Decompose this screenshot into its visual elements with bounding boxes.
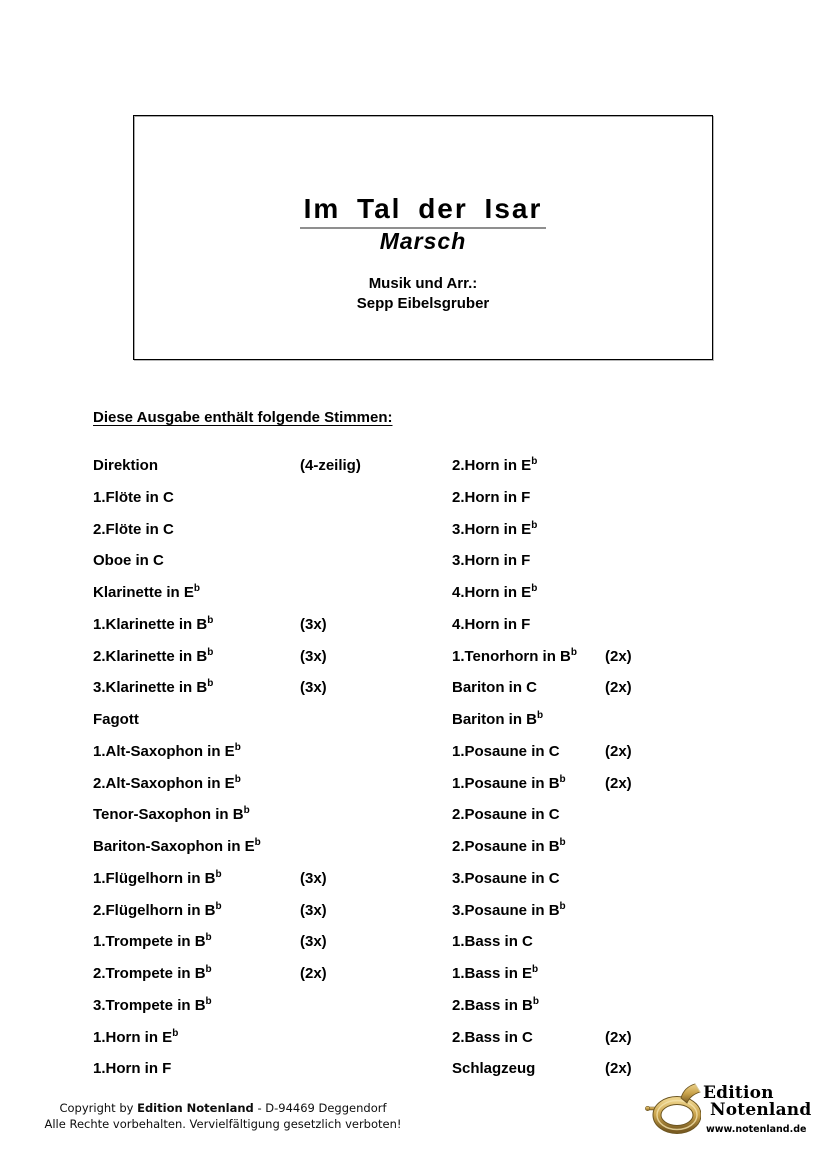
part-label: Direktion [93, 457, 159, 474]
part-row [452, 869, 817, 901]
part-quantity: (2x) [605, 1028, 632, 1046]
part-row [93, 901, 443, 933]
part-row [93, 488, 443, 520]
part-label: Bariton in C [452, 679, 537, 697]
part-label: 2.Flügelhorn in $B^b$ [93, 900, 222, 919]
part-quantity: (3x) [300, 933, 327, 951]
part-quantity: (3x) [300, 679, 327, 697]
part-label: 3.Klarinette in $B^b$ [93, 678, 214, 697]
part-quantity: (2x) [605, 679, 632, 697]
parts-list-heading: Diese Ausgabe enthält folgende Stimmen: [93, 409, 393, 426]
part-row [93, 647, 443, 679]
composer-name: Sepp Eibelsgruber [356, 295, 490, 312]
part-row [452, 678, 817, 710]
part-label: 1.Bass in C [452, 933, 533, 951]
part-row [452, 805, 817, 837]
part-label: 1.Bass in $E^b$ [452, 964, 539, 982]
piece-title: Im Tal der Isar [300, 194, 547, 229]
flat-sign: b [215, 900, 222, 912]
part-row [452, 551, 817, 583]
part-row [93, 1059, 443, 1091]
part-label: Tenor-Saxophon in $B^b$ [93, 805, 250, 824]
part-row [93, 869, 443, 901]
part-row [93, 774, 443, 806]
part-row [452, 996, 817, 1028]
part-row [452, 520, 817, 552]
flat-sign: b [570, 646, 577, 658]
part-row [93, 583, 443, 615]
flat-sign: b [254, 837, 261, 848]
part-label: 2.Bass in C [452, 1028, 533, 1046]
part-label: 2.Alt-Saxophon in $E^b$ [93, 773, 241, 792]
flat-sign: b [205, 995, 212, 1007]
part-row [93, 1028, 443, 1060]
part-row [452, 710, 817, 742]
part-row [93, 964, 443, 996]
part-row [93, 615, 443, 647]
part-label: 1.Flöte in C [93, 488, 174, 506]
part-label: 3.Trompete in $B^b$ [93, 995, 212, 1014]
copyright-footer [8, 1101, 438, 1132]
part-quantity: (4-zeilig) [300, 457, 361, 474]
part-row [93, 678, 443, 710]
parts-column-left [93, 456, 443, 1091]
logo-website: www.notenland.de [706, 1124, 807, 1135]
part-row [93, 837, 443, 869]
part-label: Bariton-Saxophon in $E^b$ [93, 837, 261, 855]
part-label: 4.Horn in F [452, 615, 531, 633]
part-row [93, 520, 443, 552]
flat-sign: b [532, 995, 539, 1007]
part-row [452, 615, 817, 647]
flat-sign: b [532, 964, 539, 975]
publisher-logo [645, 1083, 811, 1142]
flat-sign: b [193, 583, 200, 594]
part-label: 2.Posaune in $B^b$ [452, 837, 566, 855]
part-label: 2.Posaune in C [452, 806, 560, 824]
flat-sign: b [531, 519, 538, 531]
part-label: Klarinette in $E^b$ [93, 583, 200, 601]
part-label: 2.Klarinette in $B^b$ [93, 646, 214, 665]
logo-name-line1: Edition [703, 1083, 774, 1103]
part-row [452, 774, 817, 806]
part-label: Bariton in $B^b$ [452, 710, 544, 728]
credit-label: Musik und Arr.: [368, 275, 478, 292]
part-label: 1.Tenorhorn in $B^b$ [452, 646, 577, 665]
logo-name-line2: Notenland [710, 1100, 812, 1120]
copyright-prefix: Copyright by [59, 1101, 138, 1115]
part-label: Schlagzeug [452, 1060, 536, 1078]
flat-sign: b [215, 868, 222, 880]
part-row [93, 805, 443, 837]
part-row [452, 742, 817, 774]
composer-credit [134, 274, 712, 314]
part-row [452, 583, 817, 615]
part-quantity: (3x) [300, 901, 327, 919]
flat-sign: b [559, 837, 566, 848]
part-row [452, 1028, 817, 1060]
part-row [452, 932, 817, 964]
part-label: 2.Horn in $E^b$ [452, 456, 538, 474]
part-label: 2.Bass in $B^b$ [452, 995, 539, 1014]
flat-sign: b [172, 1027, 179, 1039]
tuba-icon [645, 1083, 701, 1142]
piece-genre: Marsch [379, 228, 467, 254]
part-quantity: (3x) [300, 869, 327, 887]
part-row [93, 710, 443, 742]
part-label: 3.Posaune in C [452, 869, 560, 887]
part-row [93, 742, 443, 774]
part-quantity: (2x) [605, 742, 632, 760]
part-label: 1.Flügelhorn in $B^b$ [93, 868, 222, 887]
flat-sign: b [207, 614, 214, 626]
part-quantity: (3x) [300, 647, 327, 665]
parts-column-right [452, 456, 817, 1091]
part-label: Oboe in C [93, 552, 164, 570]
part-row [452, 837, 817, 869]
part-label: 1.Trompete in $B^b$ [93, 932, 212, 951]
part-label: 1.Posaune in $B^b$ [452, 773, 566, 792]
flat-sign: b [531, 456, 538, 467]
part-label: 1.Horn in $E^b$ [93, 1027, 179, 1046]
part-label: Fagott [93, 711, 139, 728]
copyright-line [8, 1101, 438, 1117]
part-label: 4.Horn in $E^b$ [452, 583, 538, 601]
flat-sign: b [531, 583, 538, 594]
part-row [93, 551, 443, 583]
part-quantity: (2x) [605, 647, 632, 665]
flat-sign: b [234, 741, 241, 753]
flat-sign: b [537, 710, 544, 721]
part-row [93, 996, 443, 1028]
part-row [452, 488, 817, 520]
publisher-logo-text [703, 1083, 811, 1135]
flat-sign: b [207, 678, 214, 690]
flat-sign: b [243, 805, 250, 817]
part-row [452, 901, 817, 933]
part-label: 3.Horn in F [452, 552, 531, 570]
part-quantity: (2x) [605, 774, 632, 792]
flat-sign: b [205, 932, 212, 944]
publisher-name: Edition Notenland [137, 1101, 254, 1115]
flat-sign: b [559, 900, 566, 912]
part-label: 3.Posaune in $B^b$ [452, 900, 566, 919]
part-row [452, 647, 817, 679]
rights-line: Alle Rechte vorbehalten. Vervielfältigung gesetzlich verboten! [44, 1116, 402, 1131]
part-row [452, 964, 817, 996]
part-label: 2.Flöte in C [93, 520, 174, 538]
part-row [93, 456, 443, 488]
part-label: 1.Alt-Saxophon in $E^b$ [93, 741, 241, 760]
part-quantity: (2x) [300, 965, 327, 982]
flat-sign: b [559, 773, 566, 785]
part-quantity: (2x) [605, 1060, 632, 1078]
part-row [93, 932, 443, 964]
flat-sign: b [234, 773, 241, 785]
part-label: 3.Horn in $E^b$ [452, 519, 538, 538]
part-label: 1.Posaune in C [452, 742, 560, 760]
part-label: 2.Trompete in $B^b$ [93, 964, 212, 982]
copyright-suffix: - D-94469 Deggendorf [253, 1101, 387, 1115]
part-label: 2.Horn in F [452, 488, 531, 506]
part-row [452, 456, 817, 488]
title-box [133, 115, 713, 360]
flat-sign: b [205, 964, 212, 975]
flat-sign: b [207, 646, 214, 658]
part-label: 1.Horn in F [93, 1060, 172, 1078]
part-label: 1.Klarinette in $B^b$ [93, 614, 214, 633]
part-quantity: (3x) [300, 615, 327, 633]
